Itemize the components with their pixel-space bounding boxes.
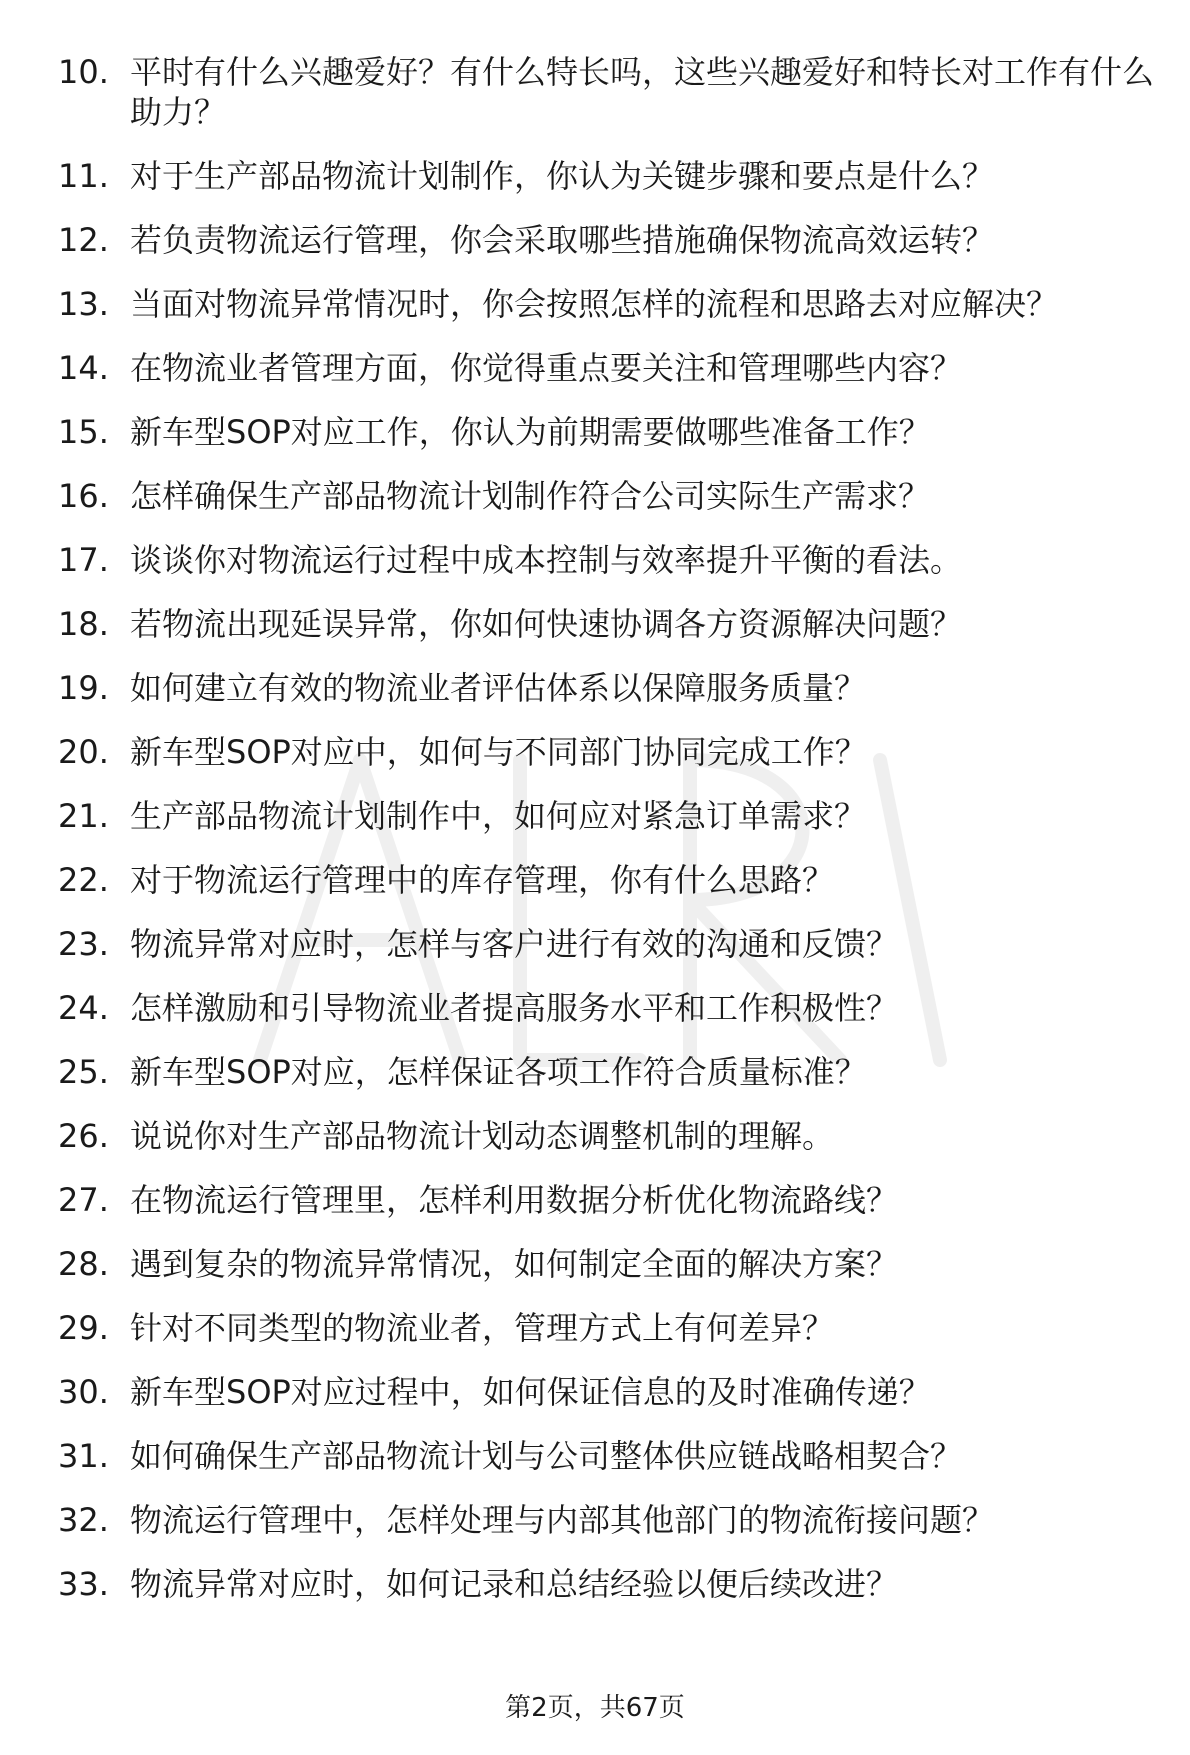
list-item	[58, 668, 1158, 708]
question-text: 怎样确保生产部品物流计划制作符合公司实际生产需求？	[130, 477, 931, 515]
question-text: 说说你对生产部品物流计划动态调整机制的理解。	[130, 1117, 835, 1155]
list-item	[58, 52, 1158, 132]
question-number: 26.	[58, 1117, 109, 1155]
question-text: 如何建立有效的物流业者评估体系以保障服务质量？	[130, 669, 867, 707]
question-text: 新车型SOP对应工作，你认为前期需要做哪些准备工作？	[130, 413, 931, 451]
question-number: 19.	[58, 669, 109, 707]
list-item	[58, 284, 1158, 324]
question-number: 25.	[58, 1053, 109, 1091]
question-text: 若负责物流运行管理，你会采取哪些措施确保物流高效运转？	[130, 221, 995, 259]
question-number: 18.	[58, 605, 109, 643]
list-item	[58, 796, 1158, 836]
question-number: 27.	[58, 1181, 109, 1219]
question-number: 31.	[58, 1437, 109, 1475]
question-number: 33.	[58, 1565, 109, 1603]
list-item	[58, 1500, 1158, 1540]
list-item	[58, 732, 1158, 772]
question-number: 22.	[58, 861, 109, 899]
question-number: 28.	[58, 1245, 109, 1283]
list-item	[58, 348, 1158, 388]
question-number: 23.	[58, 925, 109, 963]
question-number: 11.	[58, 157, 109, 195]
question-text: 怎样激励和引导物流业者提高服务水平和工作积极性？	[130, 989, 899, 1027]
question-text: 新车型SOP对应中，如何与不同部门协同完成工作？	[130, 733, 867, 771]
question-number: 29.	[58, 1309, 109, 1347]
question-number: 13.	[58, 285, 109, 323]
list-item	[58, 220, 1158, 260]
question-number: 20.	[58, 733, 109, 771]
question-text: 在物流运行管理里，怎样利用数据分析优化物流路线？	[130, 1181, 899, 1219]
list-item	[58, 412, 1158, 452]
list-item	[58, 924, 1158, 964]
page-footer: 第2页，共67页	[505, 1693, 685, 1723]
question-text: 新车型SOP对应过程中，如何保证信息的及时准确传递？	[130, 1373, 931, 1411]
list-item	[58, 156, 1158, 196]
list-item	[58, 1564, 1158, 1604]
question-text: 物流异常对应时，如何记录和总结经验以便后续改进？	[130, 1565, 899, 1603]
question-text: 若物流出现延误异常，你如何快速协调各方资源解决问题？	[130, 605, 963, 643]
question-text: 遇到复杂的物流异常情况，如何制定全面的解决方案？	[130, 1245, 899, 1283]
question-number: 17.	[58, 541, 109, 579]
question-number: 30.	[58, 1373, 109, 1411]
list-item	[58, 1180, 1158, 1220]
question-number: 10.	[58, 53, 109, 91]
question-text: 针对不同类型的物流业者，管理方式上有何差异？	[130, 1309, 835, 1347]
list-item	[58, 1052, 1158, 1092]
question-number: 14.	[58, 349, 109, 387]
question-text: 对于物流运行管理中的库存管理，你有什么思路？	[130, 861, 835, 899]
question-number: 24.	[58, 989, 109, 1027]
list-item	[58, 1244, 1158, 1284]
list-item	[58, 604, 1158, 644]
question-text: 物流运行管理中，怎样处理与内部其他部门的物流衔接问题？	[130, 1501, 995, 1539]
question-text: 谈谈你对物流运行过程中成本控制与效率提升平衡的看法。	[130, 541, 963, 579]
question-text: 当面对物流异常情况时，你会按照怎样的流程和思路去对应解决？	[130, 285, 1059, 323]
list-item	[58, 1372, 1158, 1412]
question-text: 物流异常对应时，怎样与客户进行有效的沟通和反馈？	[130, 925, 899, 963]
question-text: 平时有什么兴趣爱好？有什么特长吗，这些兴趣爱好和特长对工作有什么助力？	[130, 53, 1155, 131]
list-item	[58, 1116, 1158, 1156]
question-text: 生产部品物流计划制作中，如何应对紧急订单需求？	[130, 797, 867, 835]
question-text: 如何确保生产部品物流计划与公司整体供应链战略相契合？	[130, 1437, 963, 1475]
question-number: 15.	[58, 413, 109, 451]
question-text: 在物流业者管理方面，你觉得重点要关注和管理哪些内容？	[130, 349, 963, 387]
question-number: 21.	[58, 797, 109, 835]
question-number: 16.	[58, 477, 109, 515]
question-list	[58, 52, 1158, 1628]
question-text: 对于生产部品物流计划制作，你认为关键步骤和要点是什么？	[130, 157, 995, 195]
list-item	[58, 540, 1158, 580]
question-text: 新车型SOP对应，怎样保证各项工作符合质量标准？	[130, 1053, 867, 1091]
list-item	[58, 1308, 1158, 1348]
list-item	[58, 476, 1158, 516]
list-item	[58, 988, 1158, 1028]
list-item	[58, 1436, 1158, 1476]
list-item	[58, 860, 1158, 900]
question-number: 32.	[58, 1501, 109, 1539]
question-number: 12.	[58, 221, 109, 259]
